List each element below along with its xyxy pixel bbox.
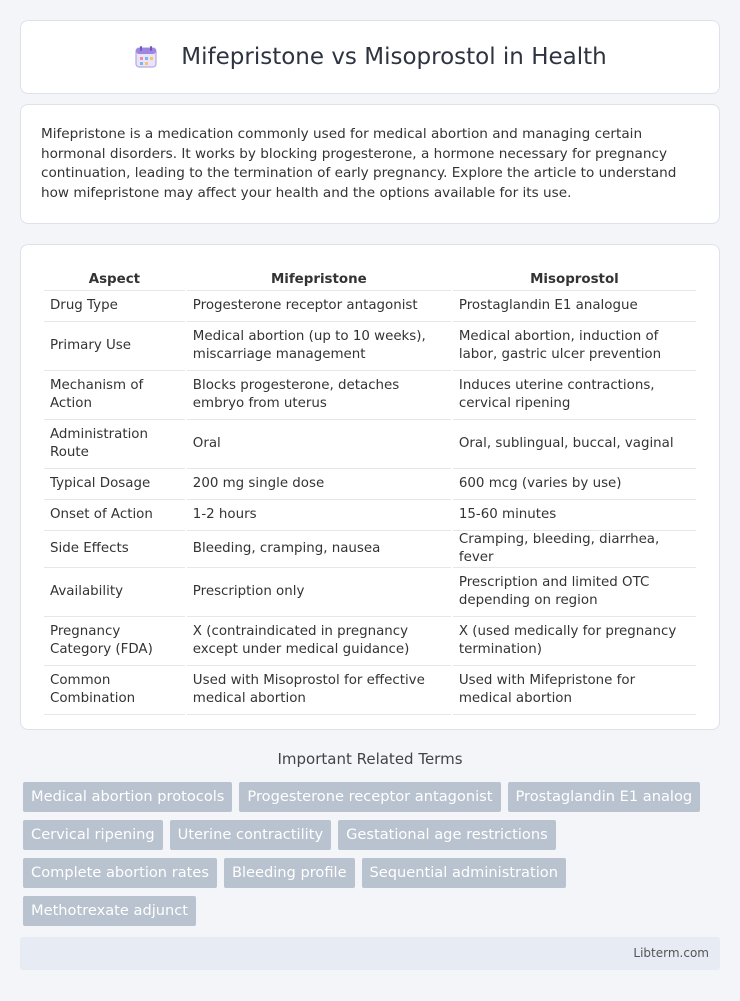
table-row xyxy=(44,371,696,420)
related-term-tag[interactable]: Cervical ripening xyxy=(23,820,163,850)
table-row xyxy=(44,531,696,568)
related-terms-list xyxy=(23,782,713,926)
related-terms-title: Important Related Terms xyxy=(277,750,463,768)
header-aspect: Aspect xyxy=(44,265,185,291)
header-misoprostol: Misoprostol xyxy=(453,265,696,291)
footer-site-link[interactable]: Libterm.com xyxy=(633,946,709,960)
cell-aspect: Primary Use xyxy=(44,322,185,371)
table-row xyxy=(44,500,696,531)
cell-mifepristone: Prescription only xyxy=(187,568,451,617)
cell-misoprostol: 15-60 minutes xyxy=(453,500,696,531)
related-term-tag[interactable]: Progesterone receptor antagonist xyxy=(239,782,500,812)
cell-aspect: Mechanism of Action xyxy=(44,371,185,420)
related-term-tag[interactable]: Gestational age restrictions xyxy=(338,820,556,850)
footer xyxy=(20,937,720,970)
cell-aspect: Typical Dosage xyxy=(44,469,185,500)
cell-mifepristone: Progesterone receptor antagonist xyxy=(187,291,451,322)
cell-misoprostol: Cramping, bleeding, diarrhea, fever xyxy=(453,531,696,568)
cell-mifepristone: 200 mg single dose xyxy=(187,469,451,500)
cell-mifepristone: Oral xyxy=(187,420,451,469)
cell-misoprostol: Prescription and limited OTC depending on region xyxy=(453,568,696,617)
related-term-tag[interactable]: Bleeding profile xyxy=(224,858,355,888)
intro-card xyxy=(20,104,720,224)
table-row xyxy=(44,666,696,715)
cell-aspect: Availability xyxy=(44,568,185,617)
cell-aspect: Administration Route xyxy=(44,420,185,469)
comparison-table xyxy=(42,265,698,715)
cell-mifepristone: Medical abortion (up to 10 weeks), miscarriage management xyxy=(187,322,451,371)
table-row xyxy=(44,617,696,666)
cell-mifepristone: 1-2 hours xyxy=(187,500,451,531)
cell-mifepristone: Blocks progesterone, detaches embryo from uterus xyxy=(187,371,451,420)
cell-misoprostol: Used with Mifepristone for medical abortion xyxy=(453,666,696,715)
table-row xyxy=(44,291,696,322)
cell-aspect: Drug Type xyxy=(44,291,185,322)
cell-misoprostol: Medical abortion, induction of labor, gastric ulcer prevention xyxy=(453,322,696,371)
cell-mifepristone: Bleeding, cramping, nausea xyxy=(187,531,451,568)
table-row xyxy=(44,568,696,617)
cell-aspect: Onset of Action xyxy=(44,500,185,531)
cell-misoprostol: 600 mcg (varies by use) xyxy=(453,469,696,500)
table-row xyxy=(44,420,696,469)
cell-aspect: Common Combination xyxy=(44,666,185,715)
table-row xyxy=(44,469,696,500)
related-term-tag[interactable]: Complete abortion rates xyxy=(23,858,217,888)
related-term-tag[interactable]: Uterine contractility xyxy=(170,820,331,850)
calendar-icon xyxy=(133,44,159,70)
table-row xyxy=(44,322,696,371)
intro-text: Mifepristone is a medication commonly used for medical abortion and managing certain hormonal disorders. It works by blocking progesterone, a hormone necessary for pregnancy continuation, leading to the termination of early pregnancy. Explore the article to understand how mifepristone may affect your health and the options available for its use. xyxy=(41,126,677,201)
cell-mifepristone: X (contraindicated in pregnancy except under medical guidance) xyxy=(187,617,451,666)
header-card xyxy=(20,20,720,94)
page-title: Mifepristone vs Misoprostol in Health xyxy=(181,44,607,70)
related-term-tag[interactable]: Sequential administration xyxy=(362,858,566,888)
cell-aspect: Pregnancy Category (FDA) xyxy=(44,617,185,666)
comparison-table-card xyxy=(20,244,720,730)
cell-misoprostol: Oral, sublingual, buccal, vaginal xyxy=(453,420,696,469)
cell-misoprostol: Induces uterine contractions, cervical ripening xyxy=(453,371,696,420)
cell-misoprostol: Prostaglandin E1 analogue xyxy=(453,291,696,322)
related-term-tag[interactable]: Methotrexate adjunct xyxy=(23,896,196,926)
header-mifepristone: Mifepristone xyxy=(187,265,451,291)
cell-mifepristone: Used with Misoprostol for effective medical abortion xyxy=(187,666,451,715)
cell-misoprostol: X (used medically for pregnancy termination) xyxy=(453,617,696,666)
related-term-tag[interactable]: Medical abortion protocols xyxy=(23,782,232,812)
cell-aspect: Side Effects xyxy=(44,531,185,568)
related-term-tag[interactable]: Prostaglandin E1 analog xyxy=(508,782,701,812)
